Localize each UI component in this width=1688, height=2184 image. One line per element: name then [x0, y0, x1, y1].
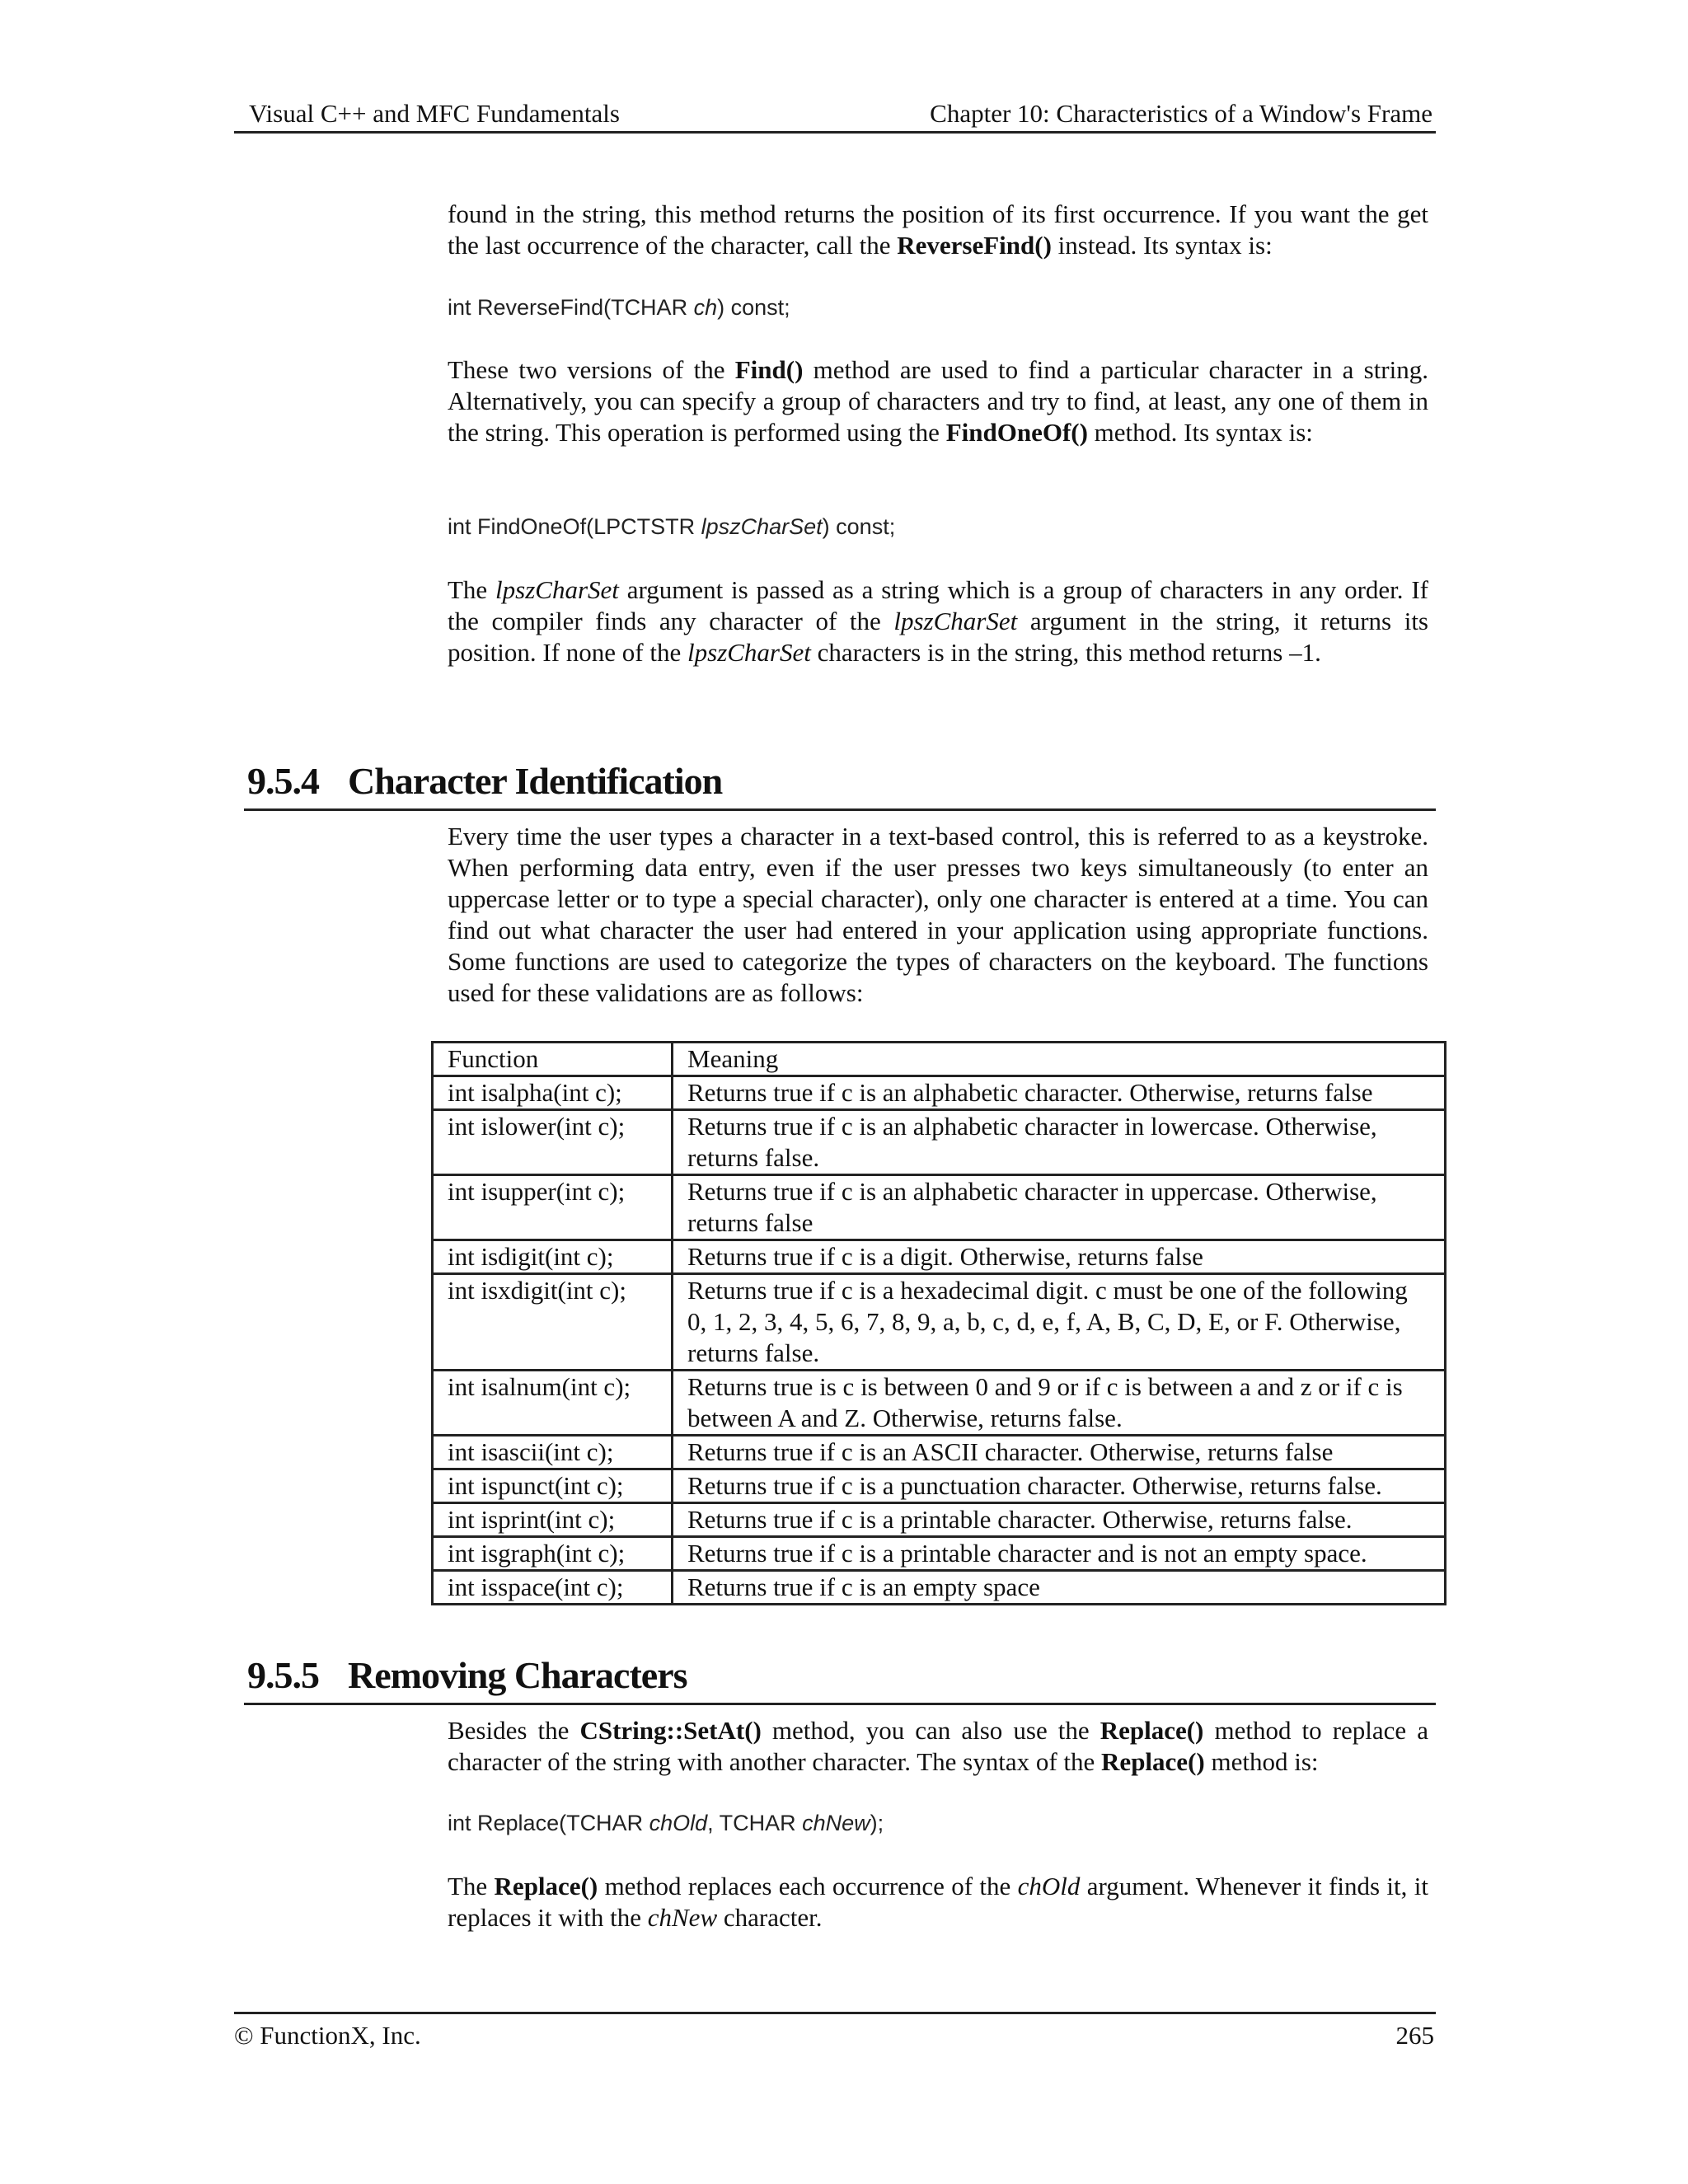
table-row: [433, 1571, 1446, 1605]
text-run: The: [448, 575, 496, 604]
code-run: ) const;: [717, 295, 790, 320]
function-meaning-cell: Returns true if c is a printable character and is not an empty space.: [673, 1537, 1446, 1571]
text-run: method. Its syntax is:: [1087, 418, 1313, 447]
method-name: Replace(): [494, 1872, 598, 1900]
section-rule: [244, 1703, 1436, 1705]
page-number: 265: [1395, 2021, 1434, 2050]
text-run: The: [448, 1872, 495, 1900]
section2-paragraph-1: [448, 1715, 1428, 1778]
function-signature-cell: int isxdigit(int c);: [433, 1274, 673, 1371]
function-signature-cell: int islower(int c);: [433, 1110, 673, 1175]
function-meaning-cell: Returns true is c is between 0 and 9 or if c is between a and z or if c is between A and Z. Otherwise, returns false.: [673, 1371, 1446, 1436]
function-signature-cell: int isdigit(int c);: [433, 1240, 673, 1274]
intro-paragraph-1: [448, 199, 1428, 261]
code-run: int ReverseFind(TCHAR: [448, 295, 694, 320]
param-name: lpszCharSet: [893, 607, 1018, 635]
param-name: chNew: [647, 1903, 718, 1932]
code-run: ) const;: [822, 514, 896, 539]
code-param: lpszCharSet: [701, 514, 823, 539]
code-param: ch: [693, 295, 718, 320]
code-param: chOld: [649, 1811, 708, 1835]
header-rule: [234, 131, 1436, 134]
param-name: lpszCharSet: [687, 638, 811, 667]
text-run: found in the string, this method returns the position of its first occurrence. If you want the get the last occurrence of the character, call the: [448, 199, 1428, 260]
function-meaning-cell: Returns true if c is a printable character. Otherwise, returns false.: [673, 1503, 1446, 1537]
column-header-function: Function: [433, 1043, 673, 1076]
table-row: [433, 1371, 1446, 1436]
table-row: [433, 1436, 1446, 1469]
section-rule: [244, 808, 1436, 811]
table-row: [433, 1274, 1446, 1371]
table-header-row: [433, 1043, 1446, 1076]
section-title: Removing Characters: [348, 1654, 687, 1696]
column-header-meaning: Meaning: [673, 1043, 1446, 1076]
section-number: 9.5.5: [247, 1654, 319, 1696]
method-name: ReverseFind(): [897, 231, 1052, 260]
section2-paragraph-2: [448, 1871, 1428, 1933]
function-meaning-cell: Returns true if c is a punctuation character. Otherwise, returns false.: [673, 1469, 1446, 1503]
table-row: [433, 1076, 1446, 1110]
text-run: These two versions of the: [448, 355, 735, 384]
footer-copyright: © FunctionX, Inc.: [234, 2021, 421, 2050]
function-signature-cell: int isupper(int c);: [433, 1175, 673, 1240]
function-meaning-cell: Returns true if c is a digit. Otherwise, returns false: [673, 1240, 1446, 1274]
table-row: [433, 1469, 1446, 1503]
method-name: Replace(): [1101, 1747, 1205, 1776]
function-signature-cell: int ispunct(int c);: [433, 1469, 673, 1503]
method-name: Replace(): [1100, 1716, 1204, 1745]
footer-rule: [234, 2012, 1436, 2014]
table-row: [433, 1175, 1446, 1240]
code-run: int FindOneOf(LPCTSTR: [448, 514, 701, 539]
code-replace-syntax: [448, 1811, 884, 1836]
param-name: chOld: [1017, 1872, 1081, 1900]
function-signature-cell: int isspace(int c);: [433, 1571, 673, 1605]
text-run: instead. Its syntax is:: [1051, 231, 1273, 260]
code-run: , TCHAR: [707, 1811, 803, 1835]
section-heading-character-identification: [247, 759, 722, 803]
function-meaning-cell: Returns true if c is an alphabetic character in lowercase. Otherwise, returns false.: [673, 1110, 1446, 1175]
text-run: argument is passed as a string which is a group of characters in any order. If the compiler finds any character of the: [448, 575, 1429, 635]
text-run: argument. Whenever it finds it, it replaces it with the: [448, 1872, 1428, 1932]
text-run: method are used to find a particular character in a string. Alternatively, you can specify a group of characters and try to find, at least, any one of them in the string. This operation is performed using the: [448, 355, 1428, 447]
intro-paragraph-3: [448, 574, 1428, 668]
table-row: [433, 1503, 1446, 1537]
function-signature-cell: int isalpha(int c);: [433, 1076, 673, 1110]
section-title: Character Identification: [348, 760, 723, 802]
text-run: character.: [717, 1903, 823, 1932]
method-name: FindOneOf(): [945, 418, 1088, 447]
section1-paragraph: Every time the user types a character in a text-based control, this is referred to as a keystroke. When performing data entry, even if the user presses two keys simultaneously (to enter an uppercase letter or to type a special character), only one character is entered at a time. You can find out what character the user had entered in your application using appropriate functions. Some functions are used to categorize the types of characters on the keyboard. The functions used for these validations are as follows:: [448, 822, 1428, 1007]
code-run: int Replace(TCHAR: [448, 1811, 649, 1835]
code-param: chNew: [802, 1811, 870, 1835]
text-run: characters is in the string, this method returns –1.: [810, 638, 1321, 667]
section-heading-removing-characters: [247, 1653, 687, 1697]
function-meaning-cell: Returns true if c is a hexadecimal digit. c must be one of the following 0, 1, 2, 3, 4, 5, 6, 7, 8, 9, a, b, c, d, e, f, A, B, C, D, E, or F. Otherwise, returns false.: [673, 1274, 1446, 1371]
text-run: method to replace a character of the string with another character. The syntax of the: [448, 1716, 1428, 1776]
function-meaning-cell: Returns true if c is an ASCII character. Otherwise, returns false: [673, 1436, 1446, 1469]
method-name: CString::SetAt(): [579, 1716, 762, 1745]
code-findoneof-syntax: [448, 514, 895, 540]
running-header-left: Visual C++ and MFC Fundamentals: [249, 99, 620, 128]
function-meaning-cell: Returns true if c is an alphabetic character. Otherwise, returns false: [673, 1076, 1446, 1110]
intro-paragraph-2: [448, 354, 1428, 448]
method-name: Find(): [734, 355, 804, 384]
param-name: lpszCharSet: [495, 575, 619, 604]
running-header-right: Chapter 10: Characteristics of a Window's Frame: [930, 99, 1432, 128]
section-number: 9.5.4: [247, 760, 319, 802]
code-reversefind-syntax: [448, 295, 790, 321]
text-run: method replaces each occurrence of the: [598, 1872, 1018, 1900]
function-meaning-cell: Returns true if c is an alphabetic character in uppercase. Otherwise, returns false: [673, 1175, 1446, 1240]
text-run: method is:: [1204, 1747, 1319, 1776]
function-signature-cell: int isgraph(int c);: [433, 1537, 673, 1571]
table-row: [433, 1537, 1446, 1571]
table-row: [433, 1240, 1446, 1274]
function-signature-cell: int isalnum(int c);: [433, 1371, 673, 1436]
text-run: argument in the string, it returns its position. If none of the: [448, 607, 1428, 667]
character-functions-table: [431, 1041, 1447, 1605]
code-run: );: [870, 1811, 884, 1835]
function-meaning-cell: Returns true if c is an empty space: [673, 1571, 1446, 1605]
text-run: method, you can also use the: [761, 1716, 1100, 1745]
function-signature-cell: int isprint(int c);: [433, 1503, 673, 1537]
text-run: Besides the: [448, 1716, 580, 1745]
function-signature-cell: int isascii(int c);: [433, 1436, 673, 1469]
table-row: [433, 1110, 1446, 1175]
